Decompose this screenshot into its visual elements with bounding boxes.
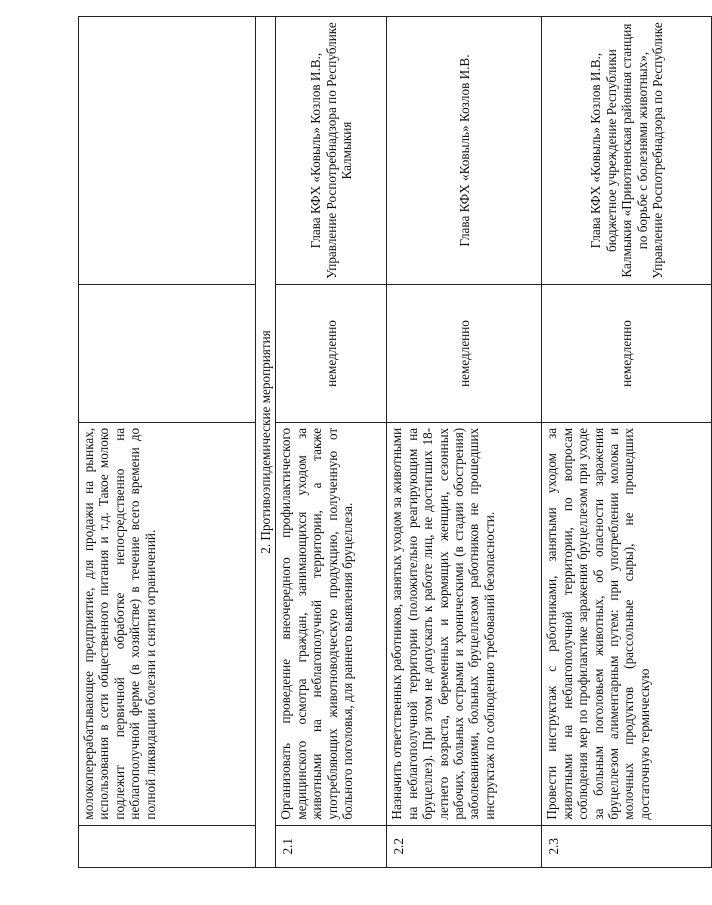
- row-number: 2.3: [542, 825, 712, 867]
- table-row: [79, 17, 256, 868]
- section-title: 2. Противоэпидемические мероприятия: [256, 17, 276, 868]
- measure-text: молокоперерабатывающее предприятие, для продажи на рынках, использования в сети общественного питания и т.д. Такое молоко подлежит первичной обработке непосредственно на неблагополучной ферме (в хозяйстве) в течение всего времени до полной ликвидации болезни и снятия ограничений.: [79, 422, 256, 825]
- responsible-cell: [79, 17, 256, 285]
- deadline-cell: немедленно: [542, 285, 712, 423]
- responsible-cell: Глава КФХ «Ковыль» Козлов И.В.: [387, 17, 542, 285]
- row-number: 2.2: [387, 825, 542, 867]
- table-row: [276, 17, 387, 868]
- row-number: 2.1: [276, 825, 387, 867]
- deadline-cell: немедленно: [387, 285, 542, 423]
- measure-text: Организовать проведение внеочередного профилактического медицинского осмотра граждан, занимающихся уходом за животными на неблагополучной территории, а также употребляющих животноводческую продукцию, полученную от больного поголовья, для раннего выявления бруцеллеза.: [276, 422, 387, 825]
- table-row: [387, 17, 542, 868]
- measure-text: Провести инструктаж с работниками, занятыми уходом за животными на неблагополучной территории, по вопросам соблюдения мер по профилактике заражения бруцеллезом при уходе за больным поголовьем животных, об опасности заражения бруцеллезом алиментарным путем: при употреблении молока и молочных продуктов (рассольные сыры), не прошедших достаточную термическую: [542, 422, 712, 825]
- responsible-cell: Глава КФХ «Ковыль» Козлов И.В., бюджетное учреждение Республики Калмыкия «Приютненская районная станция по борьбе с болезнями животных», Управление Роспотребнадзора по Республике: [542, 17, 712, 285]
- deadline-cell: немедленно: [276, 285, 387, 423]
- section-header-row: [256, 17, 276, 868]
- row-number: [79, 825, 256, 867]
- responsible-cell: Глава КФХ «Ковыль» Козлов И.В., Управление Роспотребнадзора по Республике Калмыкия: [276, 17, 387, 285]
- deadline-cell: [79, 285, 256, 423]
- measure-text: Назначить ответственных работников, занятых уходом за животными на неблагополучной территории (положительно реагирующим на бруцеллез). При этом не допускать к работе лиц, не достигших 18-летнего возраста, беременных и кормящих женщин, сезонных рабочих, больных острыми и хроническими (в стадии обострения) заболеваниями, больных бруцеллезом работников не прошедших инструктаж по соблюдению требований безопасности.: [387, 422, 542, 825]
- measures-table: [78, 16, 712, 868]
- table-row: [542, 17, 712, 868]
